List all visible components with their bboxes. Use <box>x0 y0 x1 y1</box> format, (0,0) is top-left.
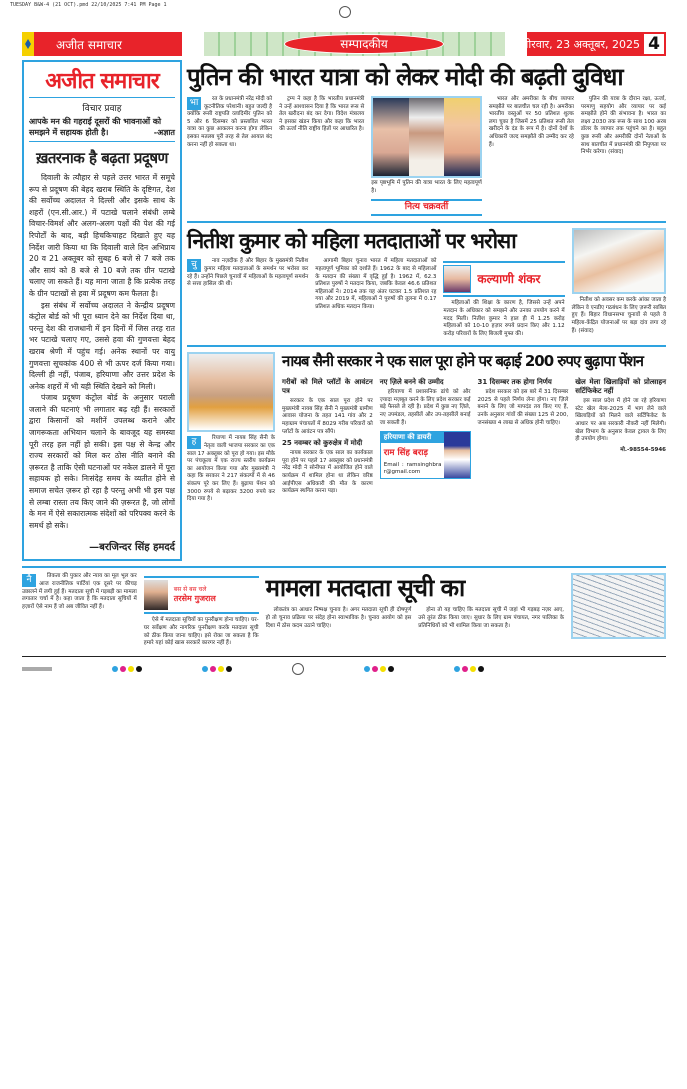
article2 <box>187 228 666 340</box>
page-number: 4 <box>644 34 664 54</box>
diary-text <box>381 432 444 478</box>
column <box>581 96 666 159</box>
paragraph: इस साल प्रदेश में होने जा रहे हरियाणा स्टेट खेल मेला-2025 में भाग लेने वाले खिलाड़ियों को मिलने वाले सर्टिफिकेट के आधार पर अब सरकारी नौकरी नहीं मिलेगी। खेल विभाग के अनुसार केवल ट्रायल के लिए ही उपयोग होगा। <box>575 398 666 443</box>
subheading: 25 नवम्बर को कुरुक्षेत्र में मोदी <box>282 439 363 448</box>
article2-body <box>187 258 565 340</box>
photo-voter-list <box>571 573 666 639</box>
logo-diamond-icon <box>22 32 34 56</box>
paragraph: इस संबंध में सर्वोच्च अदालत ने केन्द्रीय प्रदूषण कंट्रोल बोर्ड को भी पूरा ध्यान देने का निर्देश दिया था, परन्तु देश की राजधानी में इन दिनों में जिस तरह रात भर पटाखे चलाए गए, उससे हवा की गुणवत्ता बेहद खराब श्रेणी में पहुंच गई। अनेक स्थानों पर वायु गुणवत्ता सूचकांक 400 से भी ऊपर दर्ज किया गया। दिल्ली ही नहीं, पंजाब, हरियाणा और उत्तर प्रदेश के अनेक शहरों में भी यही स्थिति देखने को मिली। <box>29 300 175 391</box>
column <box>282 375 373 498</box>
author-photo <box>443 265 471 293</box>
article4-headline: मामला मतदाता सूची का <box>265 574 465 603</box>
header-date: वीरवार, 23 अक्तूबर, 2025 <box>522 38 640 51</box>
column <box>380 375 471 479</box>
article4-body <box>266 607 564 632</box>
editorial-signature: —बरजिन्दर सिंह हमदर्द <box>89 542 175 554</box>
author-text <box>174 586 216 604</box>
thought-quote <box>29 116 175 142</box>
column <box>572 228 666 337</box>
paragraph: नितीश को अवसर कम करके आंका जाता है लेकिन वे एनडीए गठबंधन के लिए ज़रूरी साबित हुए हैं। बिहार विधानसभा चुनावों से पहले वे महिला-केंद्रित योजनाओं पर बड़ा दांव लगा रहे हैं। (संवाद) <box>571 297 666 334</box>
subheading: 31 दिसम्बर तक होगा निर्णय <box>477 378 552 387</box>
paragraph: प्रदेश सरकार को इस बारे में 31 दिसम्बर 2025 से पहले निर्णय लेना होगा। नए ज़िले बनाने के लिए जो मापदंड तय किए गए हैं, उनके अनुसार गांवों की संख्या 125 से 200, जनसंख्या 4 लाख से अधिक होनी चाहिए। <box>477 389 569 426</box>
column-title: विचार प्रवाह <box>82 104 122 114</box>
photo-modi <box>409 98 445 176</box>
column <box>443 258 564 340</box>
section-title: सम्पादकीय <box>284 34 444 54</box>
paragraph: नाव नज़दीक हैं और बिहार के मुख्यमंत्री नितीश कुमार महिला मतदाताओं के समर्थन पर भरोसा कर रहे हैं। उन्होंने पिछले चुनावों में महिलाओं के महत्वपूर्ण समर्थन से सत्ता हासिल की थी। <box>187 258 309 288</box>
paragraph: रियाणा में नायब सिंह सैनी के नेतृत्व वाली भाजपा सरकार का एक साल 17 अक्तूबर को पूरा हो गया। इस मौके पर पंचकूला में एक राज्य स्तरीय कार्यक्रम का आयोजन किया गया और मुख्यमंत्री ने कहा कि सरकार ने 217 संकल्पों में से 46 संकल्प पूरे कर लिए हैं। बुढ़ापा पेंशन को 3000 रुपये से बढ़ाकर 3200 रुपये कर दिया गया है। <box>187 435 275 503</box>
article3-body <box>282 375 666 498</box>
article1-headline: पुतिन की भारत यात्रा को लेकर मोदी की बढ़ती दुविधा <box>187 63 623 91</box>
subheading: गरीबों को मिले प्लॉटों के आवंटन पत्र <box>282 378 373 396</box>
column <box>279 96 364 136</box>
registration-mark <box>339 6 351 18</box>
paragraph: आगामी बिहार चुनाव भारत में महिला मतदाताओं को महत्वपूर्ण भूमिका को दर्शाते हैं। 1962 के बाद से महिलाओं के मतदान की संख्या में वृद्धि हुई है। 1962 में, 62.3 प्रतिशत पुरुषों ने मतदान किया, जबकि केवल 46.6 प्रतिशत महिलाओं ने। 2014 तक यह अंतर घटकर 1.5 प्रतिशत रह गया और 2019 में, महिलाओं ने पुरुषों की तुलना में 0.17 प्रतिशत अधिक मतदान किया। <box>315 258 437 310</box>
cmyk-marks <box>454 666 484 672</box>
footer <box>22 656 666 678</box>
paragraph: महिलाओं की शिक्षा के कारण है, जिससे उन्हें अपने मतदान के अधिकार को समझने और उनका उपयोग करने में मदद मिली। नितीश कुमार ने हाल ही में 1.25 करोड़ महिलाओं को 10-10 हज़ार रुपये प्रदान किए और 1.12 करोड़ परिवारों के लिए बिजली मुफ्त की। <box>443 300 565 337</box>
article4 <box>22 573 666 649</box>
quote-text: आपके मन की गहराई दूसरों की भावनाओं को समझने में सहायक होती है। <box>29 117 162 137</box>
author-phone: मो.-98554-5946 <box>620 446 666 453</box>
article4-main <box>266 573 564 632</box>
divider <box>22 566 666 568</box>
paragraph: नायब सरकार के एक साल का कार्यकाल पूरा होने पर पहले 17 अक्तूबर को प्रधानमंत्री नरेंद्र मोदी ने सोनीपत में आयोजित होने वाले कार्यक्रम में शामिल होना था लेकिन वरिष्ठ आईपीएस अधिकारी की मौत के कारण कार्यक्रम स्थगित करना पड़ा। <box>282 450 373 495</box>
paragraph: दिवाली के त्यौहार से पहले उत्तर भारत में समूचे रूप से प्रदूषण की बेहद खराब स्थिति के दृष्टिगत, देश की सर्वोच्च अदालत ने दिल्ली और इसके साथ के शहरों (एन.सी.आर.) में पटाखे चलाने संबंधी लम्बे विचार-विमर्श और अलग-अलग पक्षों की पेश की गई रिपोर्टों के बाद, बड़ी हिचकिचाहट दिखाते हुए यह निर्देश जारी किया था कि दिवाली वाले दिन अभिप्राय 20 व 21 अक्तूबर को सुबह 6 बजे से 7 बजे तक और सायं को 8 बजे से 10 बजे तक ग्रीन पटाखे चलाए जा सकते हैं। यह माना जाता है कि प्रत्येक तरह के ग्रीन पटाखों से हवा में प्रदूषण कम फैलता है। <box>29 173 175 298</box>
cmyk-marks <box>112 666 142 672</box>
right-area <box>187 60 666 506</box>
column-title: बस से बस चले <box>173 586 207 594</box>
photo-putin <box>373 98 409 176</box>
paragraph: लोकतंत्र का आधार निष्पक्ष चुनाव है। अगर मतदाता सूची ही दोषपूर्ण हो तो चुनाव प्रक्रिया पर संदेह होना स्वाभाविक है। चुनाव आयोग को इस दिशा में ठोस कदम उठाने चाहिए। <box>265 607 412 629</box>
subheading: नए ज़िले बनने की उम्मीद <box>379 378 444 387</box>
photo-caption: इस पृष्ठभूमि में पुतिन की यात्रा भारत के लिए महत्वपूर्ण है। <box>371 180 482 194</box>
print-slug: TUESDAY B&W-4 (21 OCT).pmd 22/10/2025 7:41 PM Page 1 <box>10 2 167 8</box>
editorial-body <box>29 172 175 531</box>
divider <box>187 345 666 347</box>
column <box>418 607 564 632</box>
column <box>187 96 272 151</box>
dropcap: चु <box>187 259 201 272</box>
column <box>478 375 569 429</box>
dropcap: ह <box>187 436 201 449</box>
column <box>266 607 412 632</box>
article2-author-box <box>443 261 564 297</box>
subheading: खेल मेला खिलाड़ियों को प्रोत्साहन सर्टिफिकेट नहीं <box>575 378 666 396</box>
author-photo <box>144 580 168 610</box>
quote-author: -अज्ञात <box>153 128 175 137</box>
header-paper-name: अजीत समाचार <box>56 37 122 52</box>
cmyk-marks <box>364 666 394 672</box>
paragraph: पुतिन की यात्रा के दौरान रक्षा, ऊर्जा, परमाणु सहयोग और व्यापार पर कई समझौते होने की संभावना है। भारत का लक्ष्य 2030 तक रूस के साथ 100 अरब डॉलर के व्यापार तक पहुंचने का है। बहुत कुछ रूसी और अमरीकी दोनों नेताओं के साथ बातचीत में प्रधानमंत्री की निपुणता पर निर्भर करेगा। (संवाद) <box>580 96 666 156</box>
column <box>489 96 574 151</box>
column <box>22 573 137 613</box>
column <box>315 258 436 313</box>
registration-mark <box>292 663 304 675</box>
photo-nayab-saini <box>187 352 275 432</box>
paragraph: हरियाणा में प्रशासनिक ढांचे को और ज़्यादा मज़बूत करने के लिए प्रदेश सरकार कई बड़े फैसले ले रही है। प्रदेश में कुछ नए ज़िले, नए उपमंडल, तहसीलें और उप-तहसीलें बनाई जा सकती हैं। <box>379 389 471 426</box>
article3-author: राम सिंह बराड़ <box>383 448 428 459</box>
paragraph: रत के प्रधानमंत्री नरेंद्र मोदी को कूटनीतिक परेशानी। बहुत जल्दी है क्योंकि रूसी राष्ट्रपति व्लादिमीर पुतिन को 5 और 6 दिसम्बर को प्रस्तावित भारत यात्रा का कुछ आकलन करना होगा लेकिन इसका मतलब पूरी तरह से तेल आयात बंद करना नहीं हो सकता था। <box>187 96 273 148</box>
article1-photo-leaders <box>371 96 482 178</box>
article4-photo-column <box>571 573 666 639</box>
editorial-box <box>22 60 182 561</box>
column-box-haryana-diary <box>380 431 471 479</box>
article3-headline: नायब सैनी सरकार ने एक साल पूरा होने पर बढ़ाई 200 रुपए बुढ़ापा पेंशन <box>282 352 643 371</box>
dropcap: भा <box>187 97 201 110</box>
article1-body <box>187 96 666 216</box>
column <box>144 573 259 649</box>
divider <box>187 221 666 223</box>
dropcap: नै <box>22 574 36 587</box>
paragraph: पंजाब प्रदूषण कंट्रोल बोर्ड के अनुसार पराली जलाने की घटनाएं भी लगातार बढ़ रही हैं। सरकारों द्वारा किसानों को मशीनें उपलब्ध कराने और जागरूकता अभियान चलाने के बावजूद यह समस्या पूरी तरह हल नहीं हो सकी। इस पक्ष से केन्द्र और राज्य सरकारों को मिल कर ठोस नीति बनाने की ज़रूरत है ताकि ऐसी घटनाओं पर नकेल डालने में पूरा सहायक हो सके। निःसंदेह समय के व्यतीत होने से समाज सचेत ज़रूर हो रहा है परन्तु अभी भी इस पक्ष से लम्बा रास्ता तय किए जाने की ज़रूरत है, जो लोगों के मन में ऐसे सकारात्मक संदेशों को परिपक्व करने के समर्थ हो सके। <box>29 393 175 530</box>
column <box>371 96 482 216</box>
article4-author-box <box>144 576 259 614</box>
article2-main <box>187 228 565 340</box>
paragraph: भारत और अमरीका के बीच व्यापार समझौते पर बातचीत चल रही है। अमरीका भारतीय वस्तुओं पर 50 प्रतिशत शुल्क लगा चुका है जिसमें 25 प्रतिशत रूसी तेल खरीदने के दंड के रूप में है। दोनों देशों के अधिकारी जल्द समझौते की उम्मीद कर रहे हैं। <box>488 96 574 148</box>
article3 <box>187 352 666 505</box>
author-photo <box>444 432 470 478</box>
column <box>187 258 308 290</box>
cmyk-marks <box>202 666 232 672</box>
photo-nitish-kumar <box>572 228 666 294</box>
paragraph: सरकार के एक साल पूरा होने पर मुख्यमंत्री नायब सिंह सैनी ने मुख्यमंत्री ग्रामीण आवास योजना के तहत 141 गांव और 2 महाग्राम पंचायतों में 8029 गरीब परिवारों को प्लॉटों के आवंटन पत्र सौंपे। <box>282 398 373 435</box>
column-title: हरियाणा की डायरी <box>381 432 444 443</box>
article4-author: तरसेम गुजराल <box>173 594 216 604</box>
article3-main <box>282 352 666 497</box>
paragraph: तिकता की पुकार और न्याय का मूल भूल कर आज राजनीतिक पार्टियां एक दूसरे पर कीचड़ उछालने में लगी हुई हैं। मतदाता सूची में गड़बड़ी का मामला लगातार चर्चा में है। कहा जाता है कि मतदाता सूचियों में हज़ारों ऐसे नाम हैं जो अब जीवित नहीं हैं। <box>22 573 137 610</box>
page-header <box>22 32 666 56</box>
main-row <box>22 60 666 561</box>
color-bar <box>22 667 52 671</box>
paragraph: ऐसे में मतदाता सूचियों का पुनरीक्षण होना चाहिए। घर-घर सर्वेक्षण और नागरिक पुनरीक्षण करके मतदाता सूची को ठीक किया जाना चाहिए। इसे रोका जा सकता है कि हमारे यहां कोई खास सरकारें कारगर नहीं हैं। <box>143 617 259 647</box>
editorial-title: ख़तरनाक है बढ़ता प्रदूषण <box>36 149 168 167</box>
article1-author: नित्य चक्रवर्ती <box>371 199 482 216</box>
photo-trump <box>444 98 480 176</box>
column <box>187 352 275 505</box>
paragraph: ट्रम्प ने कहा है कि भारतीय प्रधानमंत्री ने उन्हें आश्वासन दिया है कि भारत रूस से तेल खरीदना बंद कर देगा। विदेश मंत्रालय ने इसका खंडन किया और कहा कि भारत की ऊर्जा नीति राष्ट्रीय हितों पर आधारित है। <box>279 96 365 133</box>
column <box>575 375 666 454</box>
article2-headline: नितीश कुमार को महिला मतदाताओं पर भरोसा <box>187 229 516 254</box>
author-email: Email : ramsinghbrar@gmail.com <box>383 462 442 476</box>
paragraph: होना तो यह चाहिए कि मतदाता सूची में जहां भी गड़बड़ नज़र आए, उसे तुरंत ठीक किया जाए। सुधार के लिए ग्राम पंचायत, नगर पालिका के प्रतिनिधियों को भी शामिल किया जा सकता है। <box>418 607 564 629</box>
article2-author: कल्याणी शंकर <box>477 271 541 286</box>
print-top-zone <box>10 0 666 32</box>
editorial-masthead: अजीत समाचार <box>29 65 175 98</box>
